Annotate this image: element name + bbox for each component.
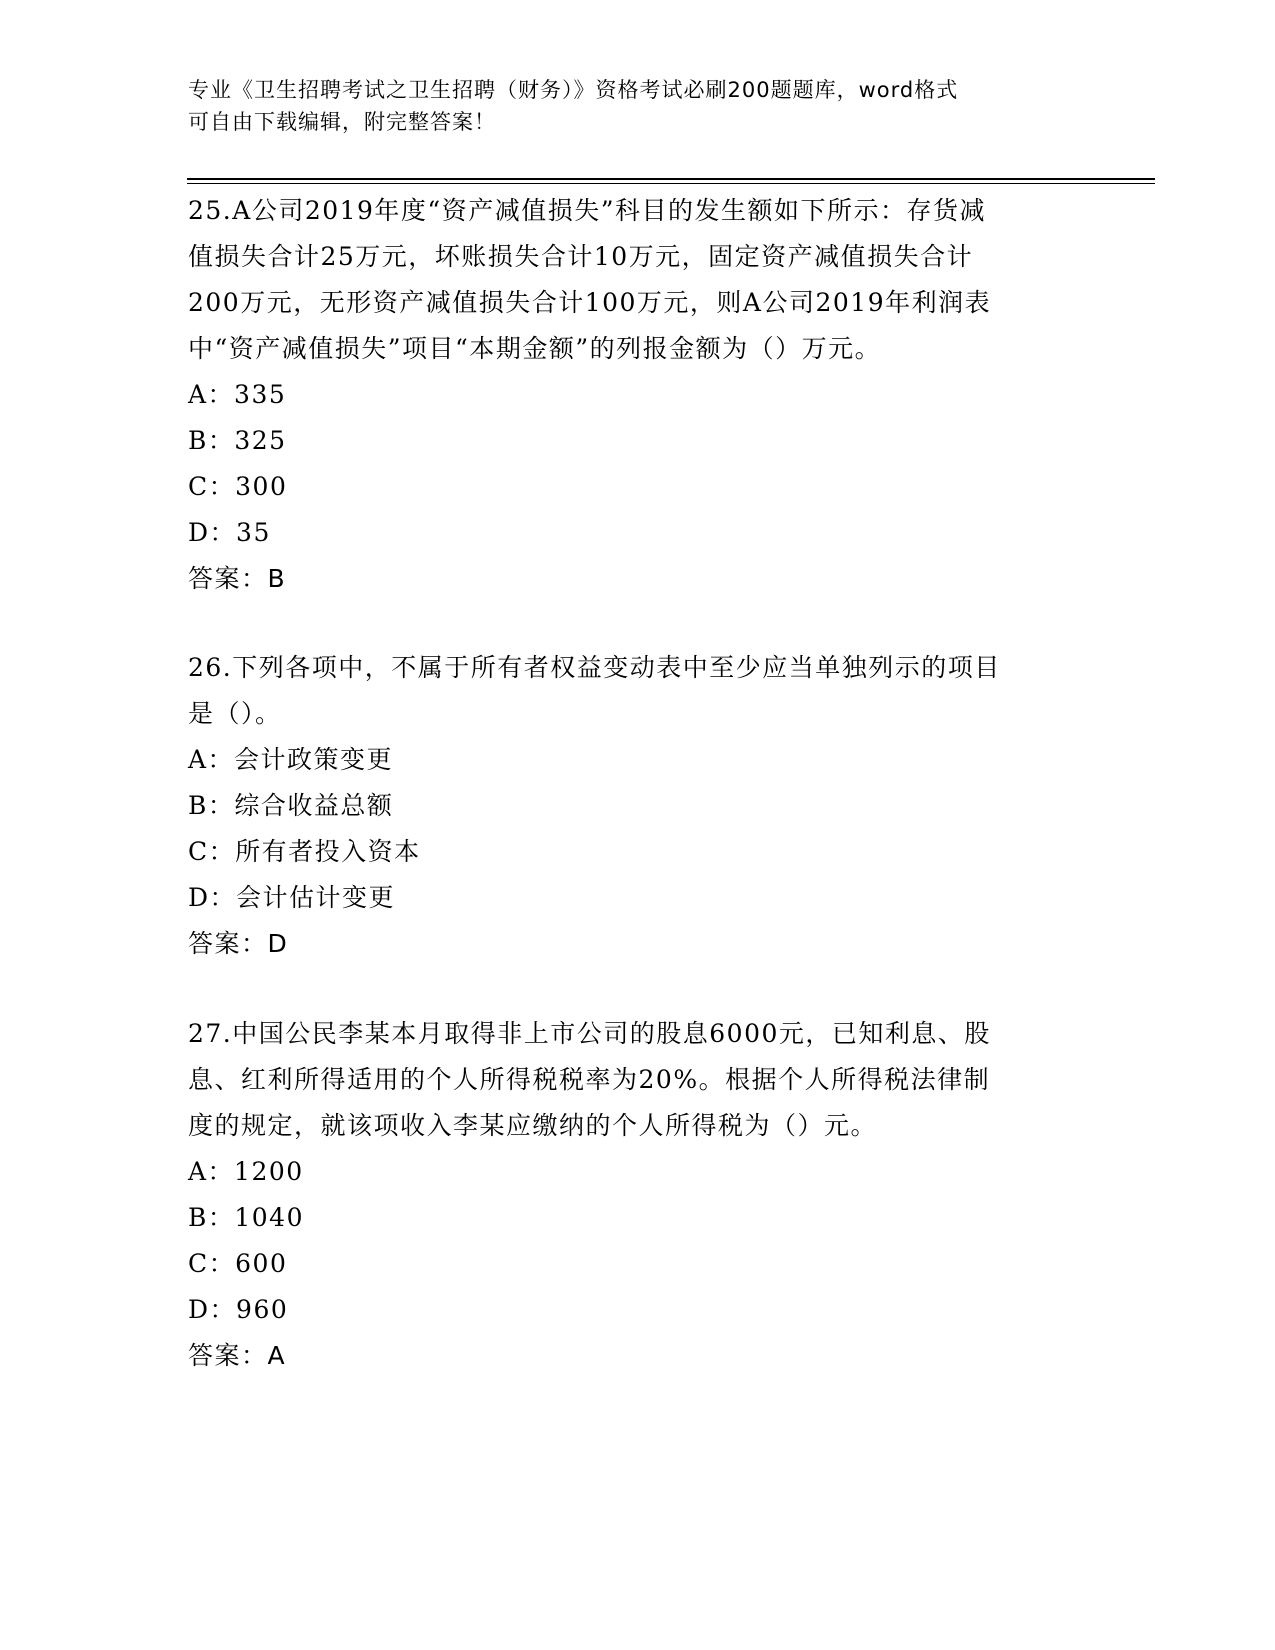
answer-line: 答案：A bbox=[188, 1341, 287, 1370]
question-27 bbox=[188, 1011, 1088, 1379]
option-c: C：所有者投入资本 bbox=[188, 837, 421, 866]
header-line: 可自由下载编辑，附完整答案！ bbox=[188, 110, 496, 134]
option-a: A：1200 bbox=[188, 1157, 304, 1186]
document-header bbox=[188, 74, 1068, 138]
option-d: D：35 bbox=[188, 518, 271, 547]
option-b: B：325 bbox=[188, 426, 287, 455]
question-stem-line: 息、红利所得适用的个人所得税税率为20%。根据个人所得税法律制 bbox=[188, 1065, 991, 1094]
question-stem-line: 度的规定，就该项收入李某应缴纳的个人所得税为（）元。 bbox=[188, 1111, 878, 1140]
answer-line: 答案：D bbox=[188, 929, 289, 958]
option-c: C：300 bbox=[188, 472, 288, 501]
header-divider-thick bbox=[187, 178, 1155, 180]
option-b: B：综合收益总额 bbox=[188, 791, 394, 820]
question-stem-line: 26.下列各项中，不属于所有者权益变动表中至少应当单独列示的项目 bbox=[188, 653, 1001, 682]
question-stem-line: 是（）。 bbox=[188, 699, 282, 728]
header-line: 专业《卫生招聘考试之卫生招聘（财务）》资格考试必刷200题题库，word格式 bbox=[188, 78, 959, 102]
option-b: B：1040 bbox=[188, 1203, 304, 1232]
question-stem-line: 27.中国公民李某本月取得非上市公司的股息6000元，已知利息、股 bbox=[188, 1019, 991, 1048]
question-26 bbox=[188, 645, 1088, 967]
question-25 bbox=[188, 188, 1088, 602]
header-divider-thin bbox=[187, 183, 1155, 184]
option-a: A：会计政策变更 bbox=[188, 745, 394, 774]
question-stem-line: 中“资产减值损失”项目“本期金额”的列报金额为（）万元。 bbox=[188, 334, 882, 363]
option-a: A：335 bbox=[188, 380, 287, 409]
option-c: C：600 bbox=[188, 1249, 288, 1278]
question-stem-line: 25.A公司2019年度“资产减值损失”科目的发生额如下所示：存货减 bbox=[188, 196, 986, 225]
answer-line: 答案：B bbox=[188, 564, 287, 593]
question-stem-line: 200万元，无形资产减值损失合计100万元，则A公司2019年利润表 bbox=[188, 288, 992, 317]
question-stem-line: 值损失合计25万元，坏账损失合计10万元，固定资产减值损失合计 bbox=[188, 242, 974, 271]
option-d: D：会计估计变更 bbox=[188, 883, 396, 912]
option-d: D：960 bbox=[188, 1295, 289, 1324]
